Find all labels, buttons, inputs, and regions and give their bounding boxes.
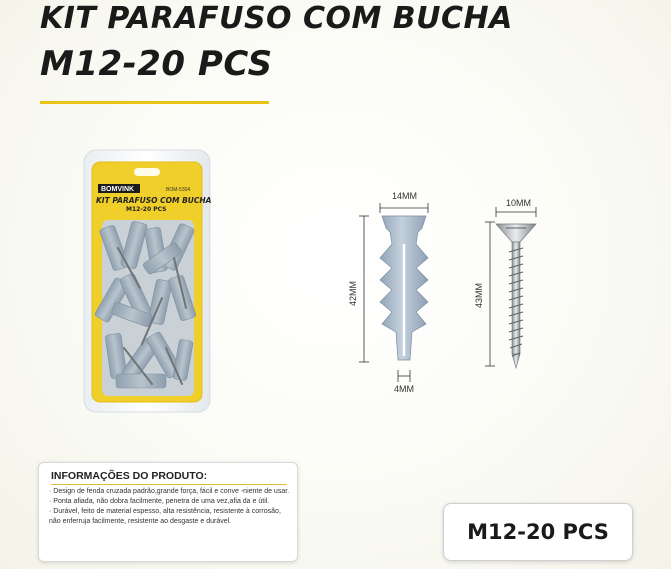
screw-length-dimension: [474, 222, 495, 366]
package-brand: BOMVINK: [101, 186, 135, 193]
page-title: [40, 2, 640, 86]
info-item: · Durável, feito de material espesso, alta resistência, resistente à corrosão, não enferruja facilmente, resistente ao desgaste e durável.: [49, 508, 281, 525]
svg-text:42MM: 42MM: [348, 280, 358, 306]
quantity-badge-label: M12-20 PCS: [467, 520, 609, 544]
svg-text:43MM: 43MM: [474, 282, 484, 308]
svg-text:14MM: 14MM: [392, 191, 418, 201]
screw-width-dimension: [496, 198, 536, 217]
title-underline: [40, 101, 269, 104]
info-item: · Design de fenda cruzada padrão,grande força, fácil e conve -niente de usar.: [49, 488, 290, 495]
title-line-1: KIT PARAFUSO COM BUCHA: [40, 1, 513, 36]
svg-text:10MM: 10MM: [506, 198, 532, 208]
dimension-diagram: [330, 180, 550, 400]
info-title: INFORMAÇÕES DO PRODUTO:: [51, 470, 208, 482]
info-item: · Ponta afiada, não dobra facilmente, penetra de uma vez,afia da e útil.: [49, 498, 270, 506]
svg-text:4MM: 4MM: [394, 384, 414, 394]
anchor-tip-dimension: [394, 370, 414, 394]
screw-drawing: [496, 224, 536, 368]
anchor-width-dimension: [380, 191, 428, 213]
product-package: [82, 148, 212, 414]
package-label-line-1: KIT PARAFUSO COM BUCHA: [96, 196, 212, 205]
title-line-2: M12-20 PCS: [40, 44, 273, 84]
info-list: [49, 487, 293, 527]
anchor-length-dimension: [348, 216, 369, 362]
quantity-badge: [443, 503, 633, 561]
info-divider: [51, 484, 287, 485]
package-code: BOM-5304: [166, 187, 191, 193]
package-label-line-2: M12-20 PCS: [126, 206, 167, 213]
wall-plug-drawing: [380, 216, 428, 360]
product-info-box: [38, 462, 298, 562]
